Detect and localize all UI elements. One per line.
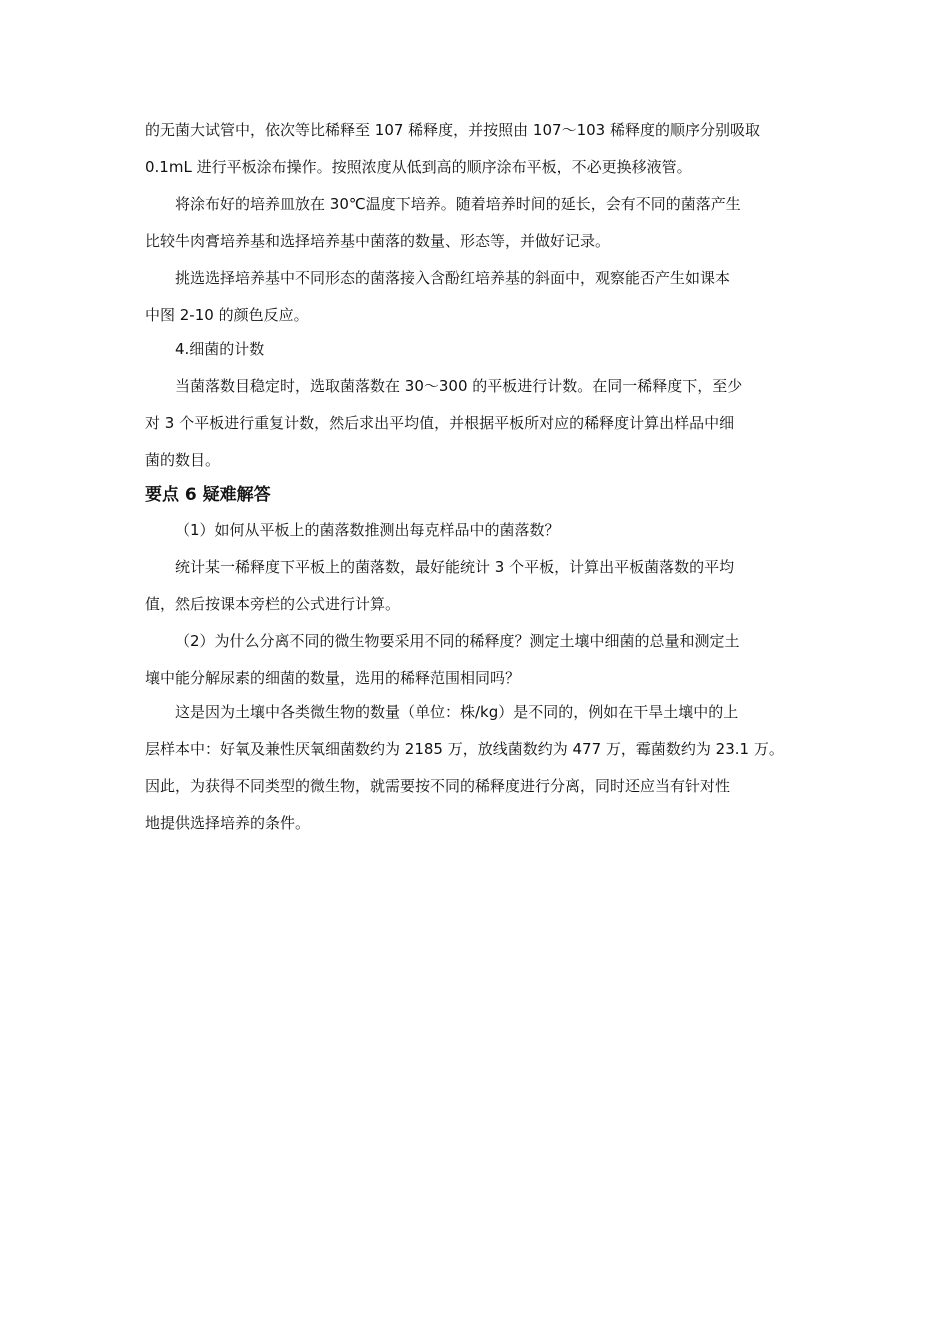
answer-line: 地提供选择培养的条件。: [145, 814, 311, 832]
question-line: （1）如何从平板上的菌落数推测出每克样品中的菌落数？: [175, 521, 560, 539]
text-line: 的无菌大试管中，依次等比稀释至 107 稀释度，并按照由 107～103 稀释度的顺序分别吸取: [145, 121, 760, 139]
question-line: （2）为什么分离不同的微生物要采用不同的稀释度？测定土壤中细菌的总量和测定土: [175, 632, 740, 650]
text-line: 挑选选择培养基中不同形态的菌落接入含酚红培养基的斜面中，观察能否产生如课本: [175, 269, 731, 287]
section-heading: 要点 6 疑难解答: [145, 485, 271, 505]
text-line: 0.1mL 进行平板涂布操作。按照浓度从低到高的顺序涂布平板，不必更换移液管。: [145, 158, 692, 176]
answer-line: 因此，为获得不同类型的微生物，就需要按不同的稀释度进行分离，同时还应当有针对性: [145, 777, 731, 795]
answer-line: 统计某一稀释度下平板上的菌落数，最好能统计 3 个平板，计算出平板菌落数的平均: [175, 558, 735, 576]
document-body: [145, 120, 810, 833]
text-line: 菌的数目。: [145, 451, 221, 469]
text-line: 将涂布好的培养皿放在 30℃温度下培养。随着培养时间的延长，会有不同的菌落产生: [175, 195, 741, 213]
answer-line: 这是因为土壤中各类微生物的数量（单位：株/kg）是不同的，例如在干旱土壤中的上: [175, 703, 739, 721]
answer-line: 值，然后按课本旁栏的公式进行计算。: [145, 595, 401, 613]
section-subheading: 4.细菌的计数: [175, 340, 265, 358]
question-line: 壤中能分解尿素的细菌的数量，选用的稀释范围相同吗？: [145, 669, 521, 687]
text-line: 对 3 个平板进行重复计数，然后求出平均值，并根据平板所对应的稀释度计算出样品中细: [145, 414, 735, 432]
text-line: 当菌落数目稳定时，选取菌落数在 30～300 的平板进行计数。在同一稀释度下，至少: [175, 377, 743, 395]
text-line: 比较牛肉膏培养基和选择培养基中菌落的数量、形态等，并做好记录。: [145, 232, 611, 250]
text-line: 中图 2-10 的颜色反应。: [145, 306, 309, 324]
answer-line: 层样本中：好氧及兼性厌氧细菌数约为 2185 万，放线菌数约为 477 万，霉菌数约为 23.1 万。: [145, 740, 784, 758]
